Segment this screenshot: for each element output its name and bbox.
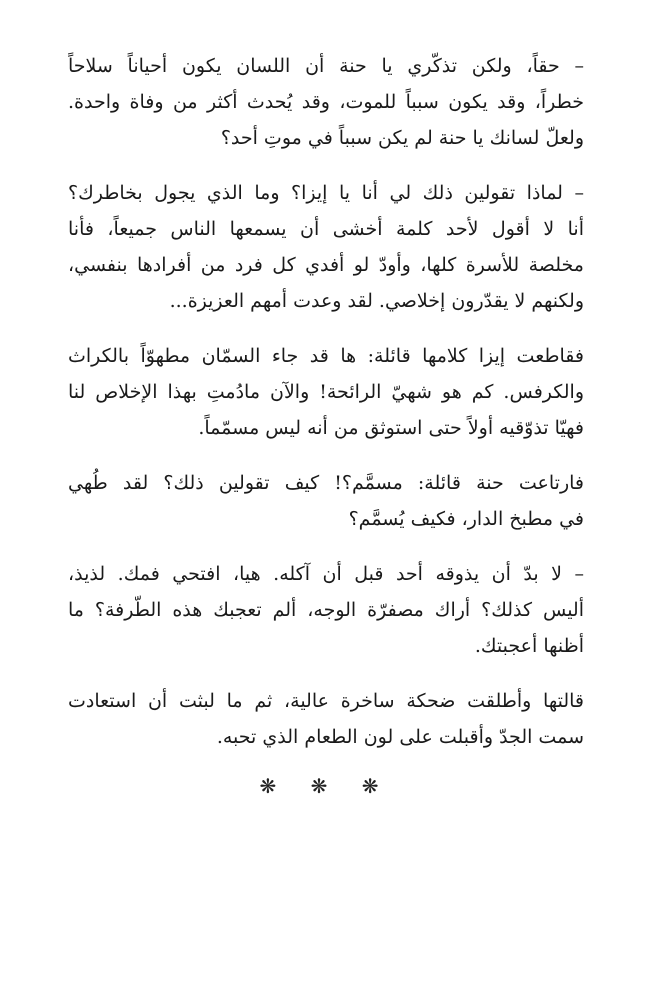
paragraph-line: فارتاعت حنة قائلة: مسمَّم؟! كيف تقولين ذلك؟ لقد طُهي	[68, 472, 584, 494]
paragraph-1	[68, 48, 584, 156]
paragraph-6	[68, 683, 584, 755]
paragraph-line: قالتها وأطلقت ضحكة ساخرة عالية، ثم ما لبثت أن استعادت	[68, 690, 584, 712]
paragraph-line: والكرفس. كم هو شهيّ الرائحة! والآن مادُمتِ بهذا الإخلاص لنا	[68, 381, 584, 403]
section-separator: ❋ ❋ ❋	[259, 774, 393, 798]
paragraph-line: مخلصة للأسرة كلها، وأودّ لو أفدي كل فرد من أفرادها بنفسي،	[68, 254, 584, 276]
paragraph-line: فقاطعت إيزا كلامها قائلة: ها قد جاء السمّان مطهوّاً بالكراث	[68, 345, 584, 367]
paragraph-line: سمت الجدّ وأقبلت على لون الطعام الذي تحبه.	[216, 726, 584, 748]
paragraph-line: ولعلّ لسانك يا حنة لم يكن سبباً في موتِ أحد؟	[220, 127, 584, 149]
paragraph-5	[68, 556, 584, 664]
book-page	[68, 48, 584, 798]
paragraph-line: أنا لا أقول لأحد كلمة أخشى أن يسمعها الناس جميعاً، فأنا	[68, 218, 584, 240]
paragraph-4	[68, 465, 584, 537]
paragraph-3	[68, 338, 584, 446]
paragraph-line: – لماذا تقولين ذلك لي أنا يا إيزا؟ وما الذي يجول بخاطرك؟	[68, 182, 584, 204]
paragraph-2	[68, 175, 584, 319]
paragraph-line: خطراً، وقد يكون سبباً للموت، وقد يُحدث أكثر من وفاة واحدة.	[68, 91, 584, 113]
paragraph-line: – حقاً، ولكن تذكّري يا حنة أن اللسان يكون أحياناً سلاحاً	[68, 55, 584, 77]
paragraph-line: فهيّا تذوّقيه أولاً حتى استوثق من أنه ليس مسمّماً.	[198, 417, 584, 439]
paragraph-line: أظنها أعجبتك.	[474, 635, 584, 657]
paragraph-line: ولكنهم لا يقدّرون إخلاصي. لقد وعدت أمهم العزيزة...	[169, 290, 584, 312]
paragraph-line: أليس كذلك؟ أراك مصفرّة الوجه، ألم تعجبك هذه الطّرفة؟ ما	[68, 599, 584, 621]
paragraph-line: في مطبخ الدار، فكيف يُسمَّم؟	[348, 508, 584, 530]
paragraph-line: – لا بدّ أن يذوقه أحد قبل أن آكله. هيا، افتحي فمك. لذيذ،	[68, 563, 584, 585]
